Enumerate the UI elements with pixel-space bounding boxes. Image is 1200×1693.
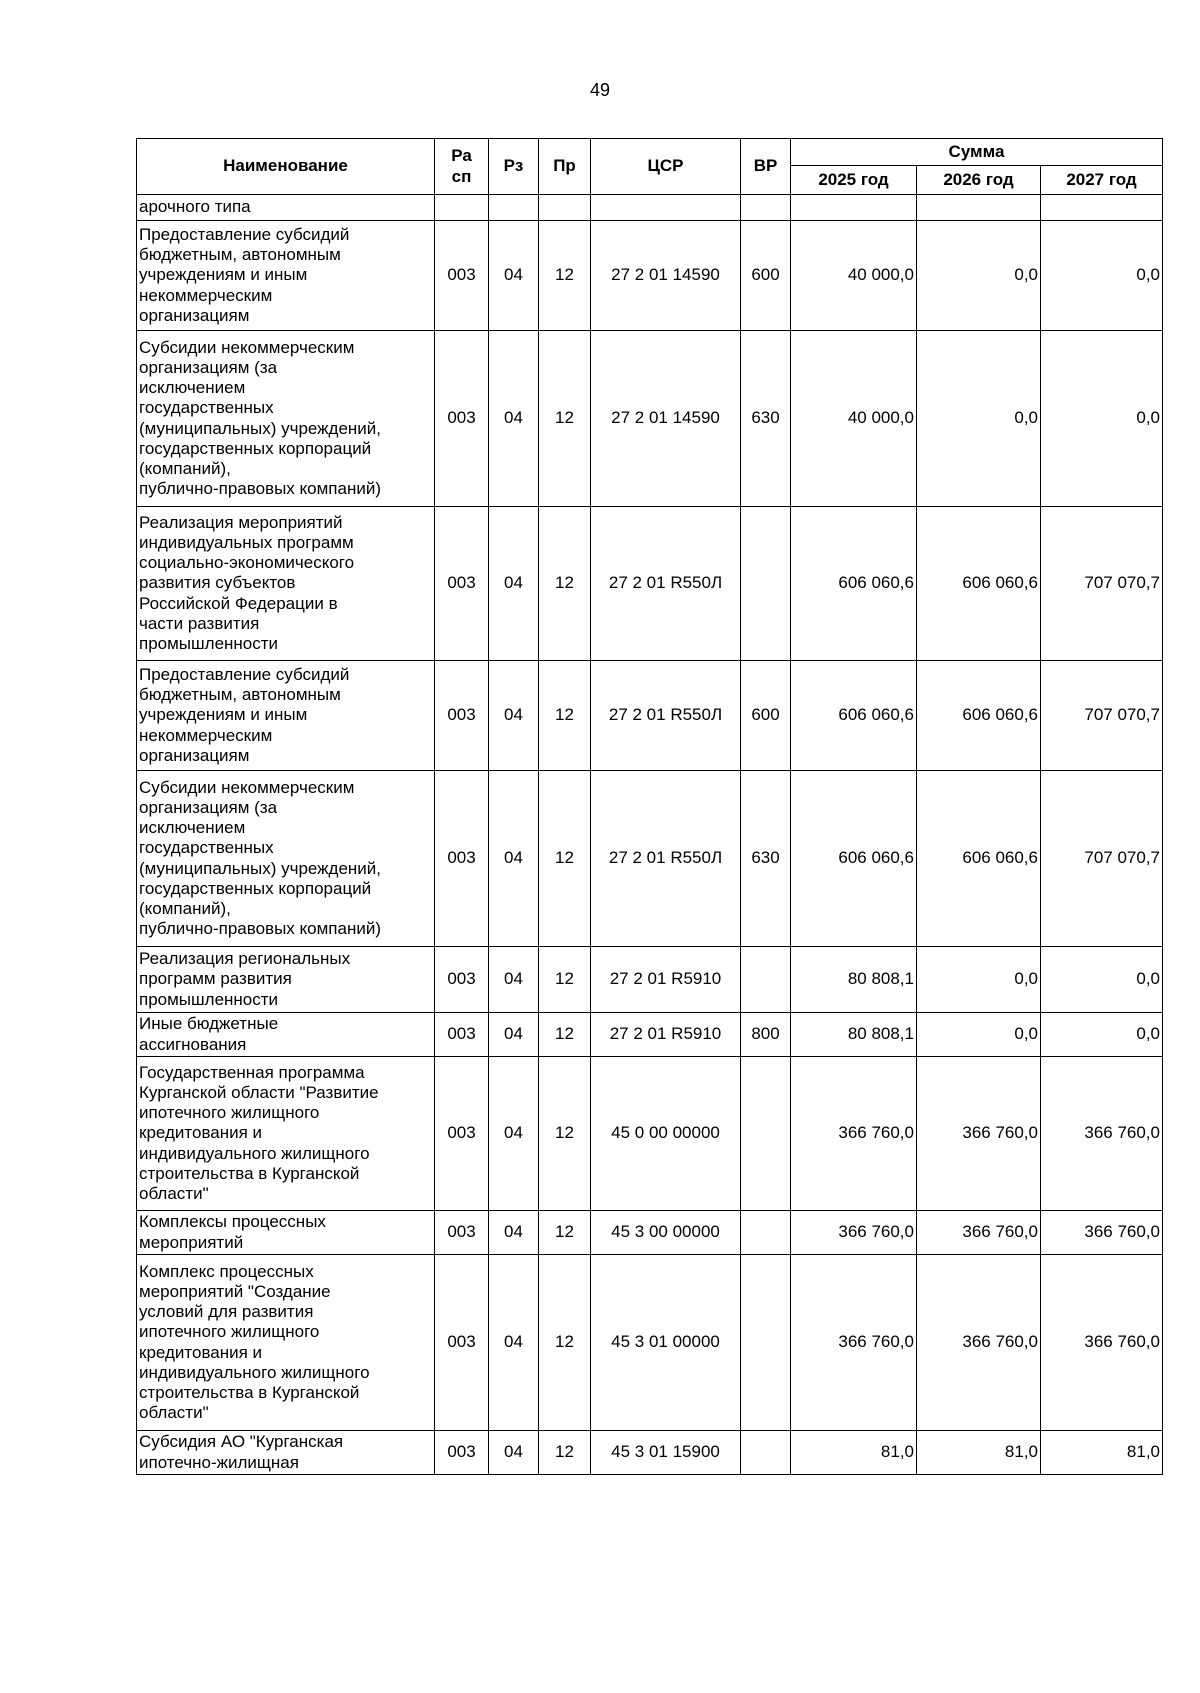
row-rz: 04 xyxy=(489,1211,539,1255)
row-amount-2027: 707 070,7 xyxy=(1041,507,1163,661)
row-pr xyxy=(539,195,591,221)
row-rasp: 003 xyxy=(435,661,489,771)
row-name: Предоставление субсидий бюджетным, автономным учреждениям и иным некоммерческим организациям xyxy=(137,221,435,331)
row-rz: 04 xyxy=(489,221,539,331)
row-vr xyxy=(741,1255,791,1431)
header-year-2025: 2025 год xyxy=(791,166,917,195)
row-amount-2025: 606 060,6 xyxy=(791,661,917,771)
row-amount-2025: 606 060,6 xyxy=(791,507,917,661)
row-vr xyxy=(741,1057,791,1211)
row-amount-2026: 0,0 xyxy=(917,1013,1041,1057)
header-rasp-bottom: сп xyxy=(451,166,472,186)
table-body xyxy=(137,195,1163,1475)
row-csr: 45 3 00 00000 xyxy=(591,1211,741,1255)
row-amount-2027: 707 070,7 xyxy=(1041,771,1163,947)
row-vr xyxy=(741,507,791,661)
table-row xyxy=(137,947,1163,1013)
row-vr: 800 xyxy=(741,1013,791,1057)
table-row xyxy=(137,771,1163,947)
row-name: Реализация мероприятий индивидуальных программ социально-экономического развития субъектов Российской Федерации в части развития промышленности xyxy=(137,507,435,661)
row-name: арочного типа xyxy=(137,195,435,221)
row-pr: 12 xyxy=(539,507,591,661)
row-rasp: 003 xyxy=(435,1013,489,1057)
row-amount-2027: 707 070,7 xyxy=(1041,661,1163,771)
row-pr: 12 xyxy=(539,1255,591,1431)
row-amount-2026 xyxy=(917,195,1041,221)
row-amount-2026: 366 760,0 xyxy=(917,1255,1041,1431)
row-pr: 12 xyxy=(539,1431,591,1475)
row-name: Комплексы процессных мероприятий xyxy=(137,1211,435,1255)
table-row xyxy=(137,661,1163,771)
row-amount-2026: 81,0 xyxy=(917,1431,1041,1475)
row-amount-2027: 81,0 xyxy=(1041,1431,1163,1475)
row-pr: 12 xyxy=(539,1013,591,1057)
header-name: Наименование xyxy=(137,139,435,195)
row-name: Иные бюджетные ассигнования xyxy=(137,1013,435,1057)
row-amount-2025: 366 760,0 xyxy=(791,1057,917,1211)
row-amount-2025 xyxy=(791,195,917,221)
row-amount-2027: 0,0 xyxy=(1041,1013,1163,1057)
row-csr: 27 2 01 R5910 xyxy=(591,1013,741,1057)
row-amount-2026: 606 060,6 xyxy=(917,661,1041,771)
header-year-2027: 2027 год xyxy=(1041,166,1163,195)
row-vr xyxy=(741,195,791,221)
row-amount-2026: 606 060,6 xyxy=(917,771,1041,947)
row-rz: 04 xyxy=(489,661,539,771)
row-amount-2026: 0,0 xyxy=(917,947,1041,1013)
row-csr: 27 2 01 R550Л xyxy=(591,661,741,771)
header-vr: ВР xyxy=(741,139,791,195)
row-amount-2026: 366 760,0 xyxy=(917,1211,1041,1255)
budget-table xyxy=(136,138,1163,1475)
header-rasp-top: Ра xyxy=(451,146,472,166)
table-row xyxy=(137,1255,1163,1431)
row-rz: 04 xyxy=(489,947,539,1013)
row-pr: 12 xyxy=(539,1211,591,1255)
row-amount-2027 xyxy=(1041,195,1163,221)
row-amount-2026: 0,0 xyxy=(917,331,1041,507)
row-amount-2025: 366 760,0 xyxy=(791,1255,917,1431)
row-csr: 27 2 01 R550Л xyxy=(591,771,741,947)
row-vr xyxy=(741,947,791,1013)
table-row xyxy=(137,1057,1163,1211)
row-amount-2027: 0,0 xyxy=(1041,331,1163,507)
row-amount-2027: 0,0 xyxy=(1041,221,1163,331)
row-vr: 600 xyxy=(741,661,791,771)
row-rz: 04 xyxy=(489,1057,539,1211)
row-pr: 12 xyxy=(539,1057,591,1211)
row-csr: 27 2 01 14590 xyxy=(591,221,741,331)
row-amount-2025: 40 000,0 xyxy=(791,221,917,331)
row-csr: 27 2 01 R550Л xyxy=(591,507,741,661)
row-amount-2025: 80 808,1 xyxy=(791,1013,917,1057)
row-rz xyxy=(489,195,539,221)
row-amount-2027: 366 760,0 xyxy=(1041,1211,1163,1255)
row-pr: 12 xyxy=(539,947,591,1013)
table-header xyxy=(137,139,1163,195)
header-rasp xyxy=(435,139,489,195)
header-pr: Пр xyxy=(539,139,591,195)
row-rasp: 003 xyxy=(435,1057,489,1211)
row-csr: 27 2 01 R5910 xyxy=(591,947,741,1013)
row-rz: 04 xyxy=(489,331,539,507)
row-amount-2027: 366 760,0 xyxy=(1041,1255,1163,1431)
row-name: Субсидия АО "Курганская ипотечно-жилищная xyxy=(137,1431,435,1475)
table-row xyxy=(137,1013,1163,1057)
header-year-2026: 2026 год xyxy=(917,166,1041,195)
row-vr: 630 xyxy=(741,331,791,507)
row-rz: 04 xyxy=(489,507,539,661)
row-name: Субсидии некоммерческим организациям (за исключением государственных (муниципальных) учреждений, государственных корпораций (компаний), публично-правовых компаний) xyxy=(137,331,435,507)
row-csr: 45 3 01 00000 xyxy=(591,1255,741,1431)
table-row xyxy=(137,195,1163,221)
row-amount-2025: 606 060,6 xyxy=(791,771,917,947)
row-rz: 04 xyxy=(489,1013,539,1057)
row-csr: 27 2 01 14590 xyxy=(591,331,741,507)
row-csr xyxy=(591,195,741,221)
row-pr: 12 xyxy=(539,221,591,331)
row-name: Предоставление субсидий бюджетным, автономным учреждениям и иным некоммерческим организациям xyxy=(137,661,435,771)
row-rasp: 003 xyxy=(435,947,489,1013)
row-amount-2026: 366 760,0 xyxy=(917,1057,1041,1211)
row-amount-2026: 0,0 xyxy=(917,221,1041,331)
row-name: Реализация региональных программ развития промышленности xyxy=(137,947,435,1013)
row-amount-2027: 366 760,0 xyxy=(1041,1057,1163,1211)
row-amount-2025: 80 808,1 xyxy=(791,947,917,1013)
row-rz: 04 xyxy=(489,1255,539,1431)
header-csr: ЦСР xyxy=(591,139,741,195)
table-row xyxy=(137,331,1163,507)
row-rz: 04 xyxy=(489,1431,539,1475)
row-amount-2026: 606 060,6 xyxy=(917,507,1041,661)
row-vr: 630 xyxy=(741,771,791,947)
header-rz: Рз xyxy=(489,139,539,195)
row-rz: 04 xyxy=(489,771,539,947)
header-sum: Сумма xyxy=(791,139,1163,166)
row-pr: 12 xyxy=(539,771,591,947)
table-row xyxy=(137,507,1163,661)
row-csr: 45 3 01 15900 xyxy=(591,1431,741,1475)
row-vr xyxy=(741,1211,791,1255)
row-amount-2025: 366 760,0 xyxy=(791,1211,917,1255)
row-rasp: 003 xyxy=(435,1255,489,1431)
table-row xyxy=(137,1431,1163,1475)
row-csr: 45 0 00 00000 xyxy=(591,1057,741,1211)
row-rasp: 003 xyxy=(435,507,489,661)
row-vr xyxy=(741,1431,791,1475)
row-pr: 12 xyxy=(539,331,591,507)
row-vr: 600 xyxy=(741,221,791,331)
page-number: 49 xyxy=(589,80,611,100)
row-rasp xyxy=(435,195,489,221)
row-amount-2025: 40 000,0 xyxy=(791,331,917,507)
row-pr: 12 xyxy=(539,661,591,771)
row-rasp: 003 xyxy=(435,1211,489,1255)
row-amount-2027: 0,0 xyxy=(1041,947,1163,1013)
row-name: Комплекс процессных мероприятий "Создание условий для развития ипотечного жилищного кредитования и индивидуального жилищного строительства в Курганской области" xyxy=(137,1255,435,1431)
row-rasp: 003 xyxy=(435,221,489,331)
row-rasp: 003 xyxy=(435,331,489,507)
row-name: Субсидии некоммерческим организациям (за исключением государственных (муниципальных) учреждений, государственных корпораций (компаний), публично-правовых компаний) xyxy=(137,771,435,947)
table-row xyxy=(137,1211,1163,1255)
table-row xyxy=(137,221,1163,331)
row-rasp: 003 xyxy=(435,1431,489,1475)
row-name: Государственная программа Курганской области "Развитие ипотечного жилищного кредитования и индивидуального жилищного строительства в Курганской области" xyxy=(137,1057,435,1211)
row-rasp: 003 xyxy=(435,771,489,947)
row-amount-2025: 81,0 xyxy=(791,1431,917,1475)
